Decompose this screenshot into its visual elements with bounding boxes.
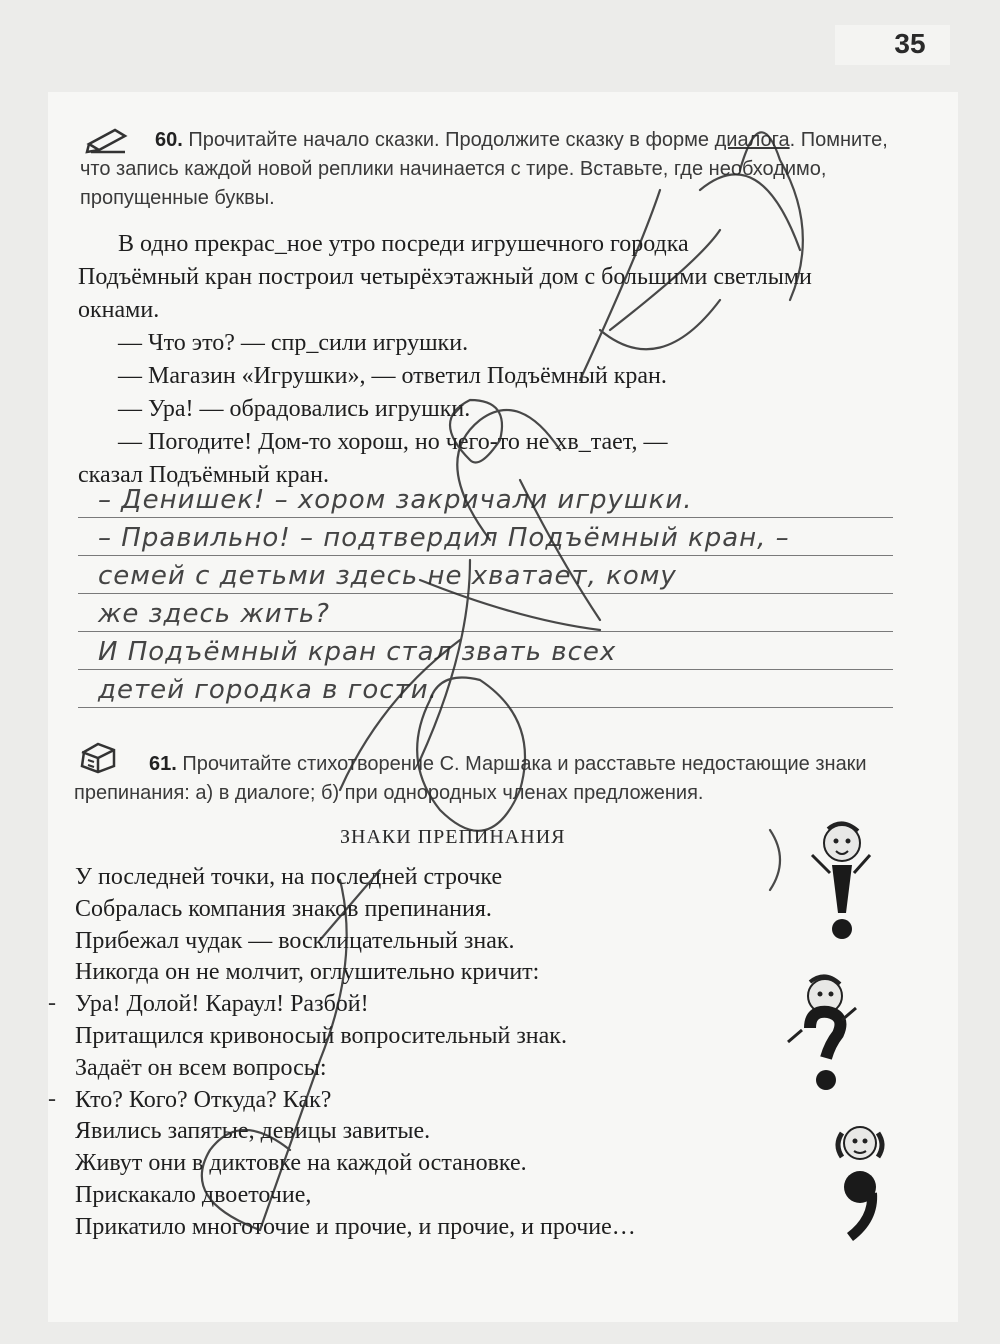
answer-line: [78, 480, 893, 518]
poem-line: Никогда он не молчит, оглушительно кричит:: [75, 959, 540, 986]
page-number: 35: [894, 28, 926, 59]
answer-line: [78, 670, 893, 708]
story-line: — Ура! — обрадовались игрушки.: [118, 396, 471, 422]
poem-text: [75, 862, 835, 1244]
poem-line: Явились запятые, девицы завитые.: [75, 1118, 431, 1145]
task-61-text: Прочитайте стихотворение С. Маршака и расставьте недостающие знаки препинания: а) в диалоге; б) при однородных членах предложения.: [74, 753, 867, 804]
task-60-underlined-word: диалога: [714, 129, 790, 151]
poem-line: Кто? Кого? Откуда? Как?: [75, 1086, 332, 1113]
handwritten-text: же здесь жить?: [98, 599, 330, 629]
handwritten-text: семей с детьми здесь не хватает, кому: [98, 561, 677, 591]
poem-line: Задаёт он всем вопросы:: [75, 1054, 327, 1081]
task-60-text-a: Прочитайте начало сказки. Продолжите сказку в форме: [182, 129, 715, 151]
handwritten-text: – Денишек! – хором закричали игрушки.: [98, 485, 693, 515]
task-61-instruction: [74, 750, 904, 808]
handwritten-text: – Правильно! – подтвердил Подъёмный кран, –: [98, 523, 790, 553]
task-60-text-b: . Помните, что запись каждой новой реплики начинается с тире. Вставьте, где необходимо, пропущенные буквы.: [80, 129, 888, 209]
answer-line: [78, 556, 893, 594]
fairy-tale-text: [78, 228, 898, 492]
poem-line: Ура! Долой! Караул! Разбой!: [75, 991, 369, 1018]
task-60-number: 60.: [155, 129, 183, 151]
handwritten-answer: [78, 480, 893, 708]
poem-line: Притащился кривоносый вопросительный знак.: [75, 1022, 567, 1049]
task-61-number: 61.: [149, 753, 177, 775]
handwritten-text: детей городка в гости.: [98, 675, 438, 705]
poem-line: У последней точки, на последней строчке: [75, 864, 503, 890]
story-line: — Что это? — спр_сили игрушки.: [118, 330, 469, 356]
answer-line: [78, 594, 893, 632]
poem-line: Прибежал чудак — восклицательный знак.: [75, 927, 515, 954]
handwritten-text: И Подъёмный кран стал звать всех: [98, 637, 617, 667]
poem-line: Собралась компания знаков препинания.: [75, 895, 492, 922]
answer-line: [78, 518, 893, 556]
poem-line: Живут они в диктовке на каждой остановке.: [75, 1150, 527, 1177]
exclamation-mark-character-illustration: [800, 815, 880, 945]
poem-line: Прикатило многоточие и прочие, и прочие, и прочие…: [75, 1213, 636, 1240]
question-mark-character-illustration: [780, 970, 860, 1100]
story-line: сказал Подъёмный кран.: [78, 462, 329, 488]
story-line: В одно прекрас_ное утро посреди игрушечного городка: [118, 231, 689, 257]
story-line: — Погодите! Дом-то хорош, но чего-то не хв_тает, —: [118, 429, 668, 455]
comma-character-illustration: [820, 1115, 900, 1245]
handwritten-dash: -: [48, 990, 56, 1016]
story-line: Подъёмный кран построил четырёхэтажный дом с большими светлыми окнами.: [78, 264, 812, 323]
task-60-instruction: [80, 126, 910, 213]
story-line: — Магазин «Игрушки», — ответил Подъёмный кран.: [118, 363, 667, 389]
handwritten-dash: -: [48, 1086, 56, 1112]
answer-line: [78, 632, 893, 670]
poem-title: ЗНАКИ ПРЕПИНАНИЯ: [340, 826, 566, 848]
poem-line: Прискакало двоеточие,: [75, 1181, 312, 1208]
